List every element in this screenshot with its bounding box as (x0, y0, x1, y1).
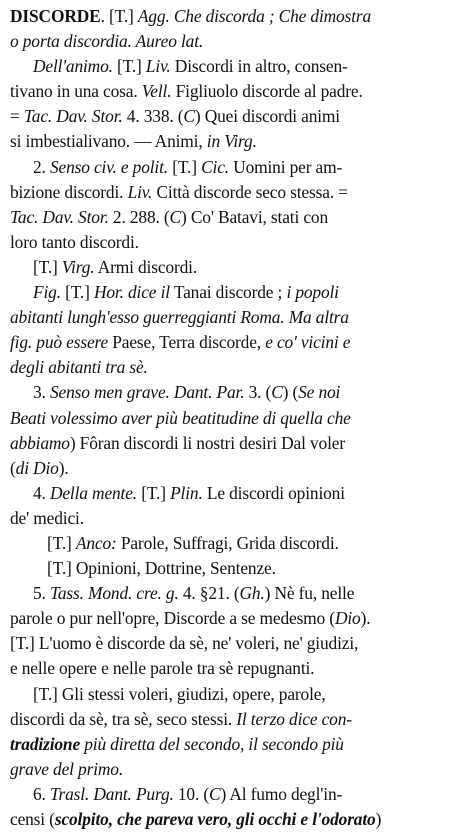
entry-text-run: Tass. Mond. cre. g. (49, 583, 179, 604)
entry-text-run: e nelle opere e nelle parole tra sè repugnanti. (10, 658, 315, 679)
entry-text-run: Parole, Suffragi, Grida discordi. (116, 532, 339, 553)
entry-text-run: parole o pur nell'opre, Discorde a se medesmo ( (10, 608, 335, 629)
entry-line (10, 556, 465, 581)
entry-text-run: 5. (33, 583, 50, 604)
entry-text-run: C (183, 106, 195, 127)
entry-line (10, 406, 465, 431)
entry-text-run: Plin. (170, 482, 203, 503)
entry-text-run: [T.] (47, 532, 76, 553)
entry-line (10, 581, 465, 606)
entry-text-run: discordi da sè, tra sè, seco stessi. (10, 708, 237, 729)
entry-text-run: Virg. (61, 256, 95, 277)
entry-text-run: Trasl. Dant. Purg. (49, 783, 174, 804)
entry-text-run: = (10, 106, 24, 127)
entry-text-run: de' medici. (10, 507, 84, 528)
entry-line (10, 506, 465, 531)
entry-text-run: Fig. (33, 282, 61, 303)
entry-text-run: Paese, Terra discorde, (108, 332, 266, 353)
entry-text-run: Gh. (239, 583, 265, 604)
entry-line (10, 4, 465, 29)
entry-text-run: Le discordi opinioni (202, 482, 345, 503)
entry-line (10, 29, 465, 54)
entry-text-run: [T.] (137, 482, 171, 503)
entry-text-run: Se noi (298, 382, 341, 403)
entry-text-run: Senso men grave. Dant. Par. (49, 382, 245, 403)
entry-text-run: ) Fôran discordi li nostri desiri Dal voler (69, 432, 345, 453)
entry-line (10, 155, 465, 180)
entry-text-run: [T.] Gli stessi voleri, giudizi, opere, parole, (33, 683, 326, 704)
entry-text-run: ) (375, 809, 382, 829)
entry-line (10, 757, 465, 782)
entry-text-run: Della mente. (49, 482, 138, 503)
entry-text-run: [T.] (168, 156, 202, 177)
entry-text-run: Cic. (201, 156, 229, 177)
entry-text-run: ) Nè fu, nelle (264, 583, 355, 604)
entry-text-run: bizione discordi. (10, 181, 128, 202)
entry-text-run: [T.] (33, 256, 62, 277)
entry-text-run: ) Al fumo degl'in- (220, 783, 343, 804)
entry-text-run: grave del primo. (10, 758, 124, 779)
entry-line (10, 330, 465, 355)
entry-text-run: Città discorde seco stessa. = (152, 181, 348, 202)
entry-text-run: 2. 288. ( (108, 206, 170, 227)
entry-line (10, 531, 465, 556)
entry-text-run: Tanai discorde ; (169, 282, 287, 303)
entry-line (10, 682, 465, 707)
entry-text-run: [T.] Opinioni, Dottrine, Sentenze. (47, 558, 276, 579)
entry-text-run: Dio (334, 608, 361, 629)
entry-text-run: in Virg. (206, 131, 257, 152)
entry-text-run: . [T.] (100, 6, 138, 26)
entry-text-run: 4. (33, 482, 50, 503)
entry-line (10, 656, 465, 681)
entry-text-run: C (209, 783, 221, 804)
entry-line (10, 180, 465, 205)
entry-text-run: i popoli (286, 282, 339, 303)
entry-text-run: abbiamo (10, 432, 70, 453)
entry-line (10, 79, 465, 104)
entry-text-run: Dell'animo. (33, 56, 113, 77)
entry-text-run: ) ( (282, 382, 299, 403)
entry-text-run: Vell. (141, 81, 172, 102)
entry-line (10, 807, 465, 832)
entry-line (10, 631, 465, 656)
entry-line (10, 255, 465, 280)
entry-text-run: ). (58, 457, 69, 478)
entry-text-run: Tac. Dav. Stor. (23, 106, 123, 127)
entry-line (10, 707, 465, 732)
entry-text-run: 4. §21. ( (178, 583, 240, 604)
entry-text-run: abitanti lungh'esso guerreggianti Roma. Ma altra (10, 307, 349, 328)
entry-text-run: più diretta del secondo, il secondo più (80, 733, 344, 754)
entry-text-run: 3. (33, 382, 50, 403)
entry-text-run: Figliuolo discorde al padre. (171, 81, 363, 102)
entry-text-run: Anco: (75, 532, 117, 553)
entry-text-run: ) Quei discordi animi (194, 106, 340, 127)
entry-line (10, 280, 465, 305)
entry-text-run: degli abitanti tra sè. (10, 357, 148, 378)
entry-line (10, 104, 465, 129)
entry-line (10, 129, 465, 154)
entry-text-run: ) Co' Batavi, stati con (181, 206, 328, 227)
entry-text-run: Liv. (145, 56, 171, 77)
entry-text-run: tivano in una cosa. (10, 81, 142, 102)
entry-line (10, 380, 465, 405)
entry-line (10, 481, 465, 506)
entry-line (10, 305, 465, 330)
entry-text-run: Il terzo dice con- (236, 708, 352, 729)
entry-text-run: 3. ( (244, 382, 272, 403)
entry-line (10, 431, 465, 456)
entry-text-run: Beati volessimo aver più beatitudine di quella che (10, 407, 351, 428)
entry-line (10, 54, 465, 79)
entry-text-run: 4. 338. ( (122, 106, 184, 127)
entry-text-run: [T.] (112, 56, 146, 77)
entry-line (10, 782, 465, 807)
entry-text-run: Discordi in altro, consen- (170, 56, 348, 77)
entry-text-run: si imbestialivano. — Animi, (10, 131, 207, 152)
entry-text-run: loro tanto discordi. (10, 231, 139, 252)
entry-text-run: e co' vicini e (265, 332, 351, 353)
entry-text-run: fig. può essere (10, 332, 109, 353)
entry-text-run: Armi discordi. (94, 256, 198, 277)
entry-text-run: 6. (33, 783, 50, 804)
entry-text-run: DISCORDE (10, 6, 101, 26)
entry-text-run: censi ( (10, 809, 55, 829)
entry-text-run: Senso civ. e polit. (49, 156, 168, 177)
entry-line (10, 205, 465, 230)
entry-text-run: 2. (33, 156, 50, 177)
entry-text-run: tradizione (10, 733, 81, 754)
entry-text-run: ). (360, 608, 371, 629)
entry-text-run: [T.] L'uomo è discorde da sè, ne' voleri, ne' giudizi, (10, 633, 359, 654)
entry-text-run: [T.] (60, 282, 94, 303)
entry-line (10, 456, 465, 481)
entry-text-run: o porta discordia. Aureo lat. (10, 31, 204, 52)
entry-text-run: 10. ( (173, 783, 210, 804)
entry-text-run: Tac. Dav. Stor. (10, 206, 109, 227)
entry-line (10, 606, 465, 631)
entry-text-run: ( (10, 457, 16, 478)
entry-text-run: Hor. dice il (93, 282, 170, 303)
entry-text-run: Uomini per am- (228, 156, 343, 177)
entry-text-run: C (169, 206, 181, 227)
entry-line (10, 230, 465, 255)
entry-text-run: scolpito, che pareva vero, gli occhi e l'odorato (54, 809, 376, 829)
entry-text-run: Agg. Che discorda ; Che dimostra (137, 6, 372, 26)
entry-text-run: di Dio (15, 457, 59, 478)
dictionary-entry-discorde (10, 4, 465, 832)
entry-line (10, 732, 465, 757)
entry-line (10, 355, 465, 380)
entry-text-run: C (271, 382, 283, 403)
entry-text-run: Liv. (127, 181, 153, 202)
